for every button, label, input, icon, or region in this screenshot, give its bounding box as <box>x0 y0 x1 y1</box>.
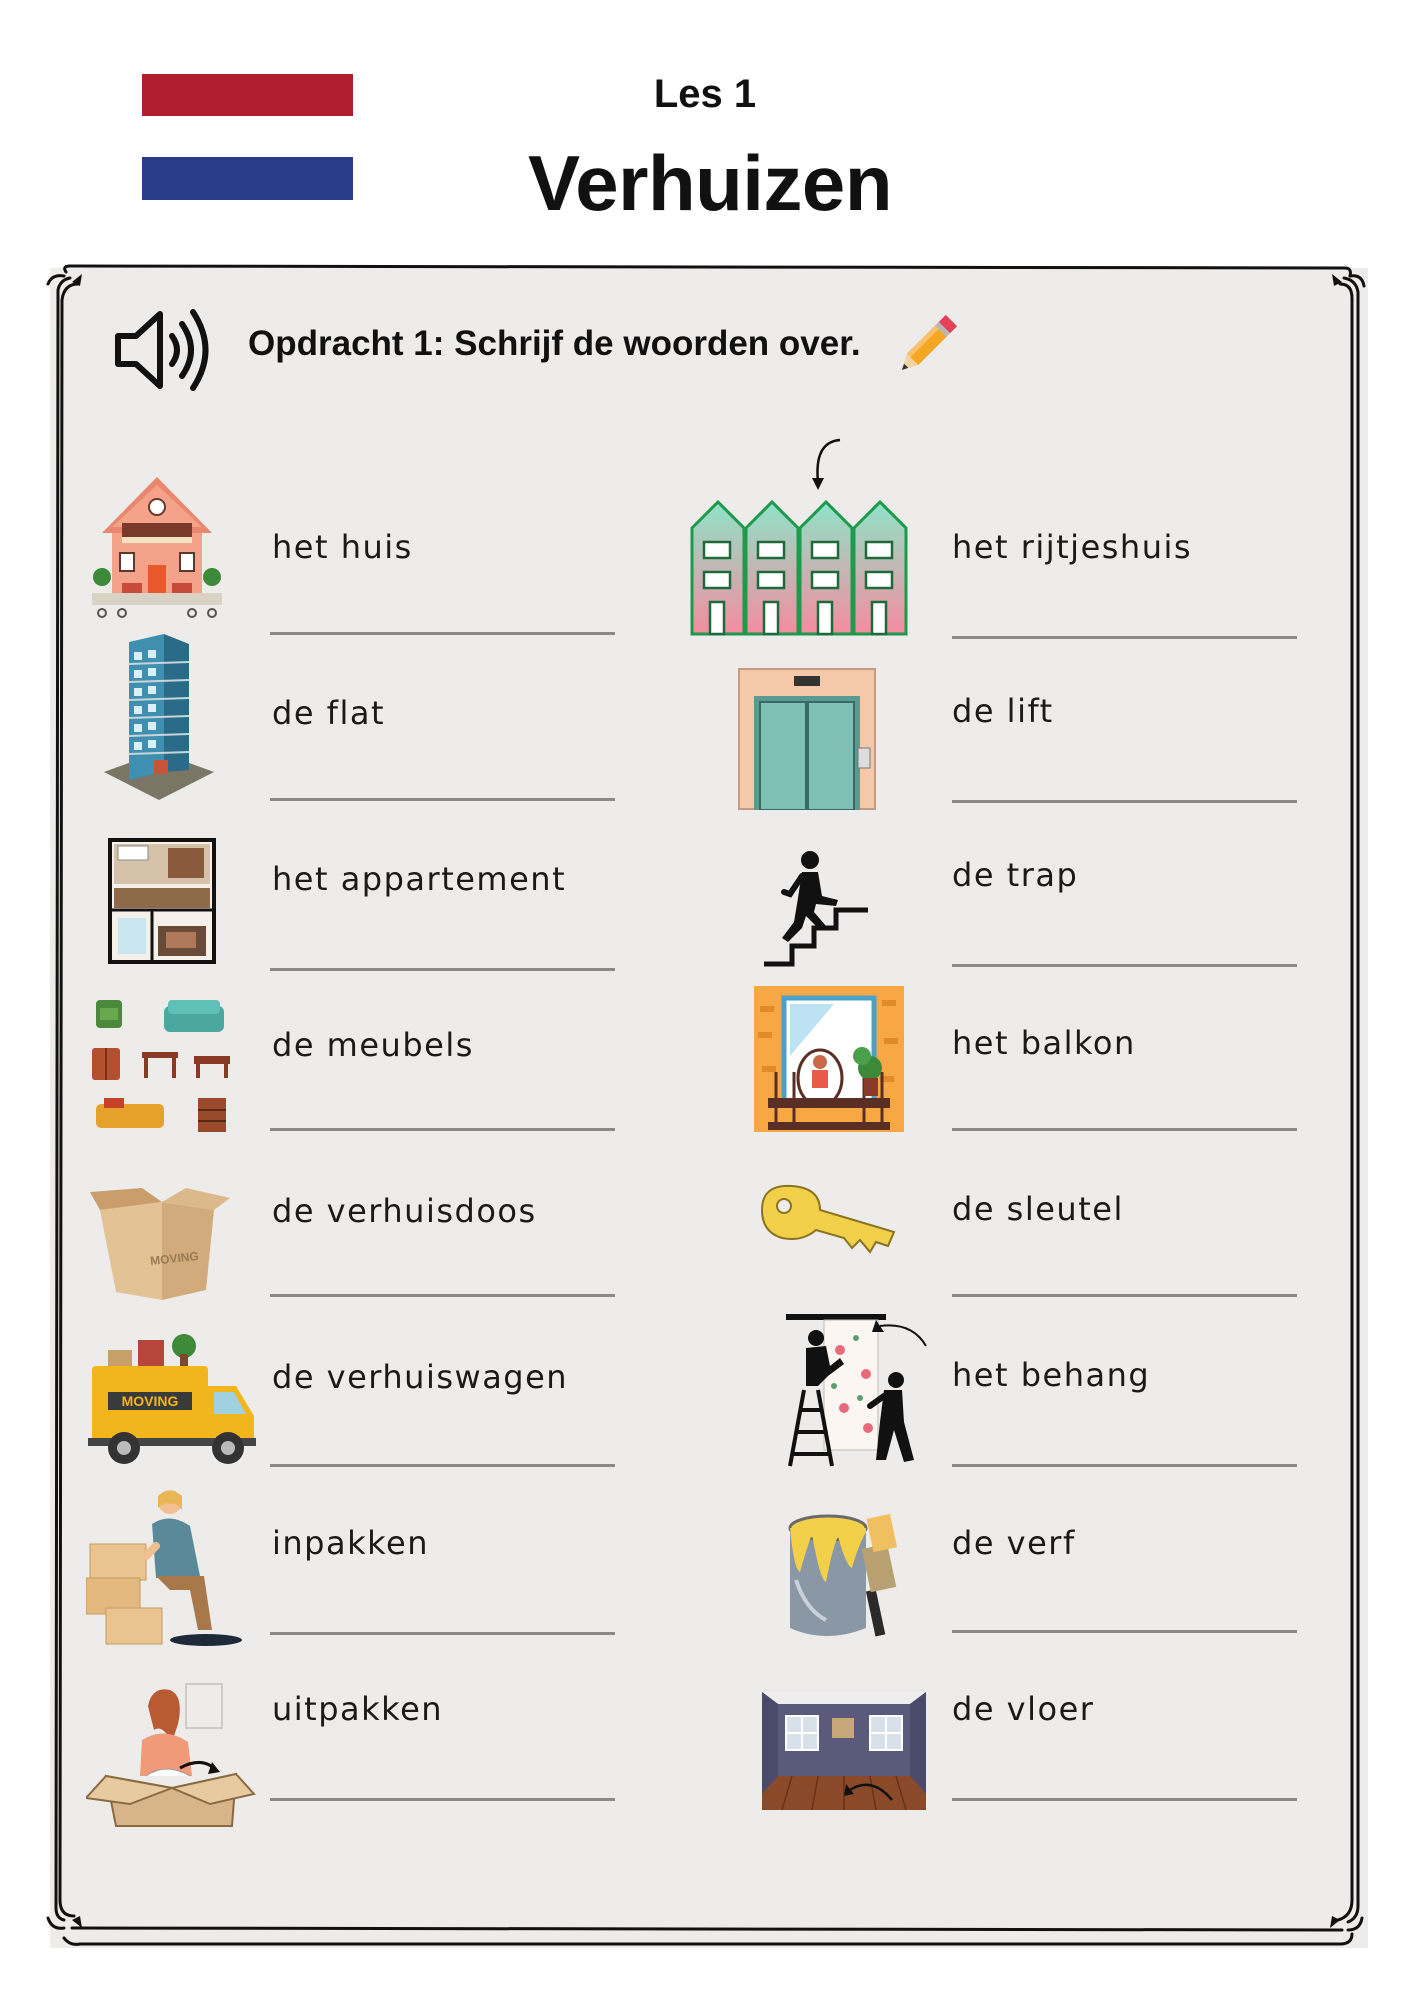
paint-can-icon <box>786 1510 908 1642</box>
word-de-meubels: de meubels <box>272 1026 474 1064</box>
word-uitpakken: uitpakken <box>272 1690 444 1728</box>
speaker-icon[interactable] <box>114 306 216 394</box>
writing-line[interactable] <box>952 1294 1297 1297</box>
packing-person-icon <box>86 1490 246 1648</box>
wallpaper-icon <box>784 1310 928 1468</box>
writing-line[interactable] <box>270 632 615 635</box>
svg-text:MOVING: MOVING <box>149 1248 200 1268</box>
moving-truck-icon <box>88 1326 256 1468</box>
instruction-text: Opdracht 1: Schrijf de woorden over. <box>248 324 861 363</box>
writing-line[interactable] <box>270 1464 615 1467</box>
word-de-verf: de verf <box>952 1524 1076 1562</box>
pencil-icon <box>888 308 964 384</box>
writing-line[interactable] <box>270 1798 615 1801</box>
row-houses-icon <box>690 438 912 638</box>
stairs-icon <box>762 850 870 968</box>
word-het-huis: het huis <box>272 528 413 566</box>
lesson-label: Les 1 <box>653 72 757 116</box>
furniture-icon <box>90 996 236 1138</box>
balcony-icon <box>754 986 904 1132</box>
word-de-verhuisdoos: de verhuisdoos <box>272 1192 537 1230</box>
word-inpakken: inpakken <box>272 1524 429 1562</box>
writing-line[interactable] <box>952 1128 1297 1131</box>
word-het-rijtjeshuis: het rijtjeshuis <box>952 528 1193 566</box>
floor-room-icon <box>762 1692 926 1810</box>
house-icon <box>82 465 232 620</box>
writing-line[interactable] <box>952 1630 1297 1633</box>
writing-line[interactable] <box>952 800 1297 803</box>
flag-blue-stripe <box>142 157 353 200</box>
word-het-behang: het behang <box>952 1356 1151 1394</box>
writing-line[interactable] <box>270 968 615 971</box>
writing-line[interactable] <box>952 636 1297 639</box>
elevator-icon <box>738 668 876 810</box>
floor-plan-icon <box>108 838 216 964</box>
key-icon <box>758 1180 898 1256</box>
word-de-verhuiswagen: de verhuiswagen <box>272 1358 569 1396</box>
writing-line[interactable] <box>952 1464 1297 1467</box>
apartment-tower-icon <box>104 632 214 802</box>
moving-box-icon <box>90 1188 230 1304</box>
word-de-vloer: de vloer <box>952 1690 1095 1728</box>
writing-line[interactable] <box>952 964 1297 967</box>
word-het-appartement: het appartement <box>272 860 567 898</box>
word-de-flat: de flat <box>272 694 385 732</box>
writing-line[interactable] <box>270 1128 615 1131</box>
page-title: Verhuizen <box>528 139 892 227</box>
word-het-balkon: het balkon <box>952 1024 1136 1062</box>
writing-line[interactable] <box>270 798 615 801</box>
svg-text:MOVING: MOVING <box>121 1393 179 1409</box>
flag-red-stripe <box>142 74 353 116</box>
unpacking-person-icon <box>86 1680 256 1830</box>
writing-line[interactable] <box>270 1632 615 1635</box>
word-de-sleutel: de sleutel <box>952 1190 1124 1228</box>
writing-line[interactable] <box>270 1294 615 1297</box>
word-de-trap: de trap <box>952 856 1079 894</box>
word-de-lift: de lift <box>952 692 1054 730</box>
writing-line[interactable] <box>952 1798 1297 1801</box>
